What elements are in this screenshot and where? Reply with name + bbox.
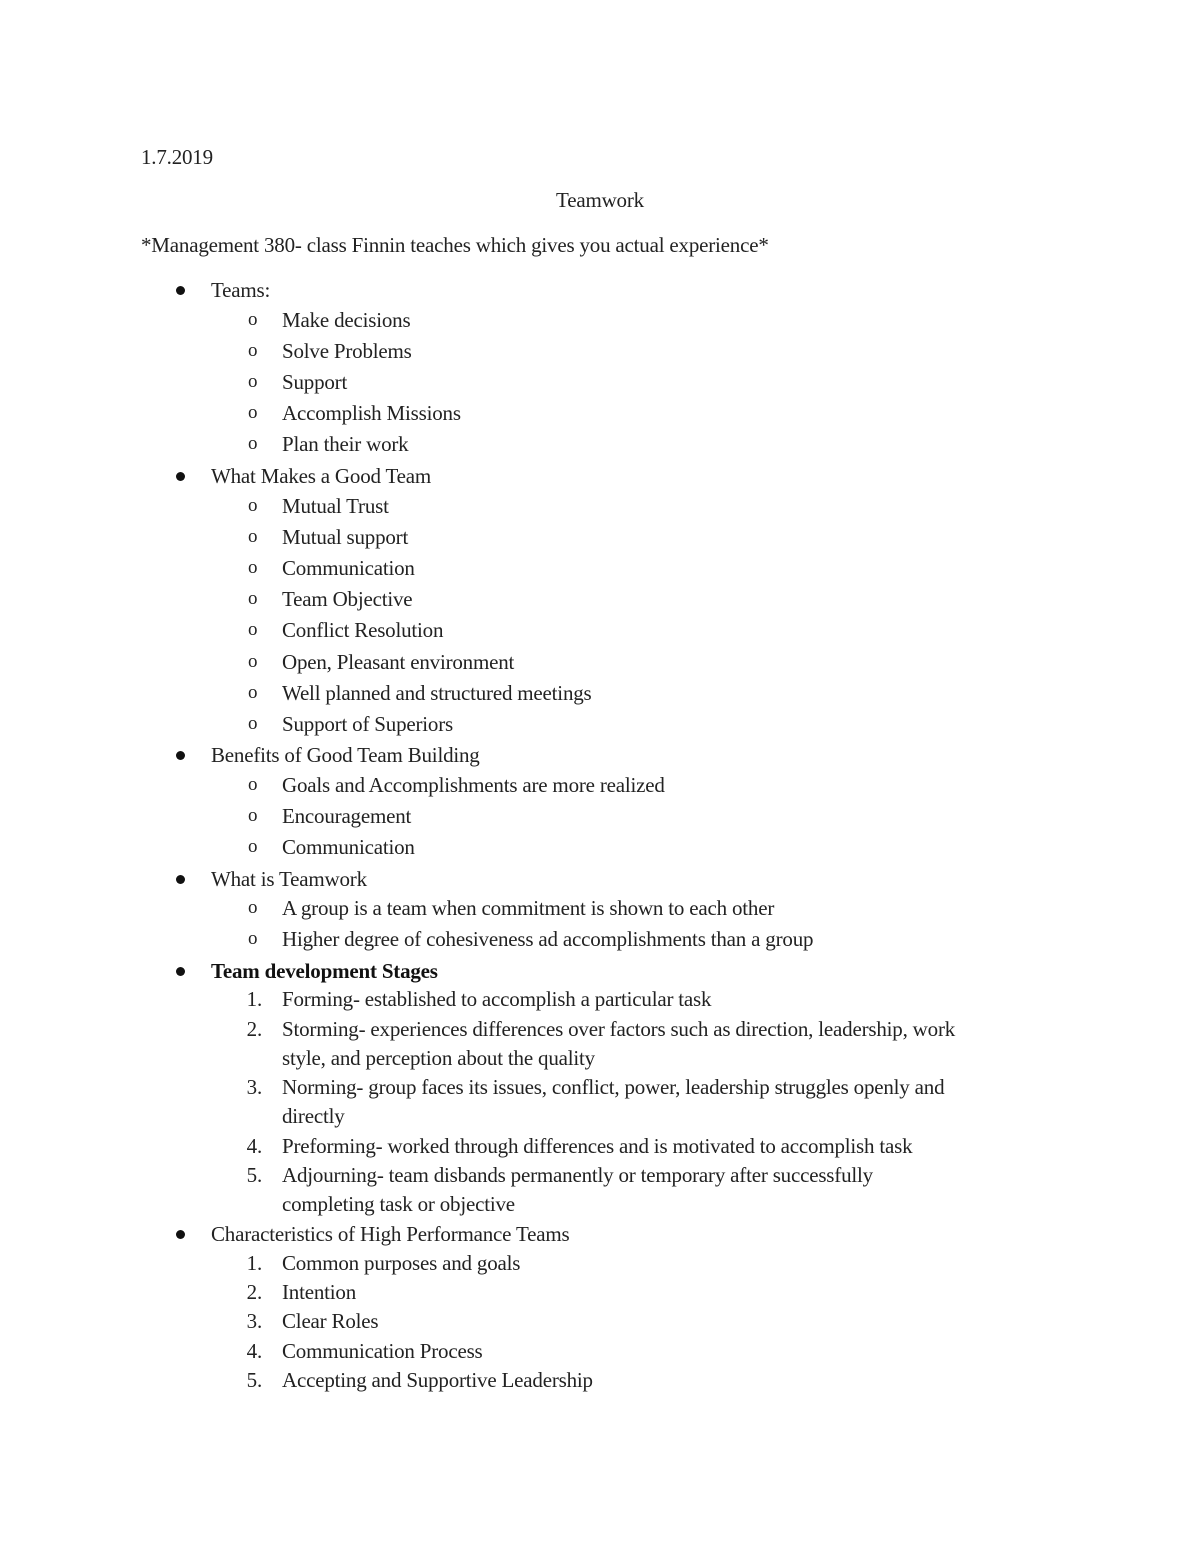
list-item: Communication xyxy=(282,556,415,580)
sub-bullet-marker: o xyxy=(248,526,258,547)
list-item: Open, Pleasant environment xyxy=(282,650,515,674)
list-item: Accepting and Supportive Leadership xyxy=(282,1368,593,1392)
list-item-continuation: directly xyxy=(282,1104,345,1128)
sub-bullet-marker: o xyxy=(248,309,258,330)
list-item: Clear Roles xyxy=(282,1309,379,1333)
list-item: Adjourning- team disbands permanently or temporary after successfully xyxy=(282,1163,873,1187)
list-number: 5. xyxy=(246,1163,262,1187)
list-item: Accomplish Missions xyxy=(282,401,461,425)
list-item-continuation: style, and perception about the quality xyxy=(282,1046,595,1070)
sub-bullet-marker: o xyxy=(248,774,258,795)
document-subtitle: *Management 380- class Finnin teaches which gives you actual experience* xyxy=(141,233,769,257)
list-number: 4. xyxy=(246,1339,262,1363)
section-heading-characteristics: Characteristics of High Performance Teams xyxy=(211,1222,570,1246)
list-item: Mutual Trust xyxy=(282,494,389,518)
list-number: 1. xyxy=(246,1251,262,1275)
bullet-dot xyxy=(176,1230,185,1239)
list-item: Encouragement xyxy=(282,804,412,828)
list-number: 2. xyxy=(246,1280,262,1304)
list-item: Make decisions xyxy=(282,308,411,332)
list-number: 5. xyxy=(246,1368,262,1392)
list-item: Solve Problems xyxy=(282,339,412,363)
sub-bullet-marker: o xyxy=(248,651,258,672)
sub-bullet-marker: o xyxy=(248,433,258,454)
sub-bullet-marker: o xyxy=(248,371,258,392)
sub-bullet-marker: o xyxy=(248,928,258,949)
list-item: Preforming- worked through differences and is motivated to accomplish task xyxy=(282,1134,913,1158)
list-number: 1. xyxy=(246,987,262,1011)
list-item: Support of Superiors xyxy=(282,712,453,736)
section-heading-stages: Team development Stages xyxy=(211,959,438,983)
sub-bullet-marker: o xyxy=(248,682,258,703)
list-item: Mutual support xyxy=(282,525,409,549)
section-heading-benefits: Benefits of Good Team Building xyxy=(211,743,480,767)
list-item: Team Objective xyxy=(282,587,413,611)
list-number: 3. xyxy=(246,1309,262,1333)
list-item: Goals and Accomplishments are more realized xyxy=(282,773,665,797)
list-item: Higher degree of cohesiveness ad accomplishments than a group xyxy=(282,927,814,951)
list-number: 3. xyxy=(246,1075,262,1099)
list-item: Communication Process xyxy=(282,1339,483,1363)
sub-bullet-marker: o xyxy=(248,495,258,516)
sub-bullet-marker: o xyxy=(248,713,258,734)
list-item: Support xyxy=(282,370,348,394)
list-item: Norming- group faces its issues, conflict, power, leadership struggles openly and xyxy=(282,1075,945,1099)
bullet-dot xyxy=(176,472,185,481)
list-number: 4. xyxy=(246,1134,262,1158)
list-item-continuation: completing task or objective xyxy=(282,1192,515,1216)
list-item: Conflict Resolution xyxy=(282,618,444,642)
section-heading-what-is: What is Teamwork xyxy=(211,867,367,891)
section-heading-good-team: What Makes a Good Team xyxy=(211,464,432,488)
list-number: 2. xyxy=(246,1017,262,1041)
section-heading-teams: Teams: xyxy=(211,278,271,302)
list-item: Common purposes and goals xyxy=(282,1251,521,1275)
bullet-dot xyxy=(176,751,185,760)
sub-bullet-marker: o xyxy=(248,836,258,857)
list-item: Storming- experiences differences over factors such as direction, leadership, work xyxy=(282,1017,956,1041)
bullet-dot xyxy=(176,967,185,976)
sub-bullet-marker: o xyxy=(248,557,258,578)
list-item: Well planned and structured meetings xyxy=(282,681,592,705)
list-item: Forming- established to accomplish a particular task xyxy=(282,987,712,1011)
list-item: Intention xyxy=(282,1280,357,1304)
list-item: Plan their work xyxy=(282,432,409,456)
sub-bullet-marker: o xyxy=(248,805,258,826)
sub-bullet-marker: o xyxy=(248,340,258,361)
sub-bullet-marker: o xyxy=(248,897,258,918)
list-item: A group is a team when commitment is shown to each other xyxy=(282,896,775,920)
sub-bullet-marker: o xyxy=(248,588,258,609)
sub-bullet-marker: o xyxy=(248,619,258,640)
document-title: Teamwork xyxy=(556,188,644,212)
bullet-dot xyxy=(176,286,185,295)
bullet-dot xyxy=(176,875,185,884)
document-date: 1.7.2019 xyxy=(141,145,213,169)
sub-bullet-marker: o xyxy=(248,402,258,423)
list-item: Communication xyxy=(282,835,415,859)
